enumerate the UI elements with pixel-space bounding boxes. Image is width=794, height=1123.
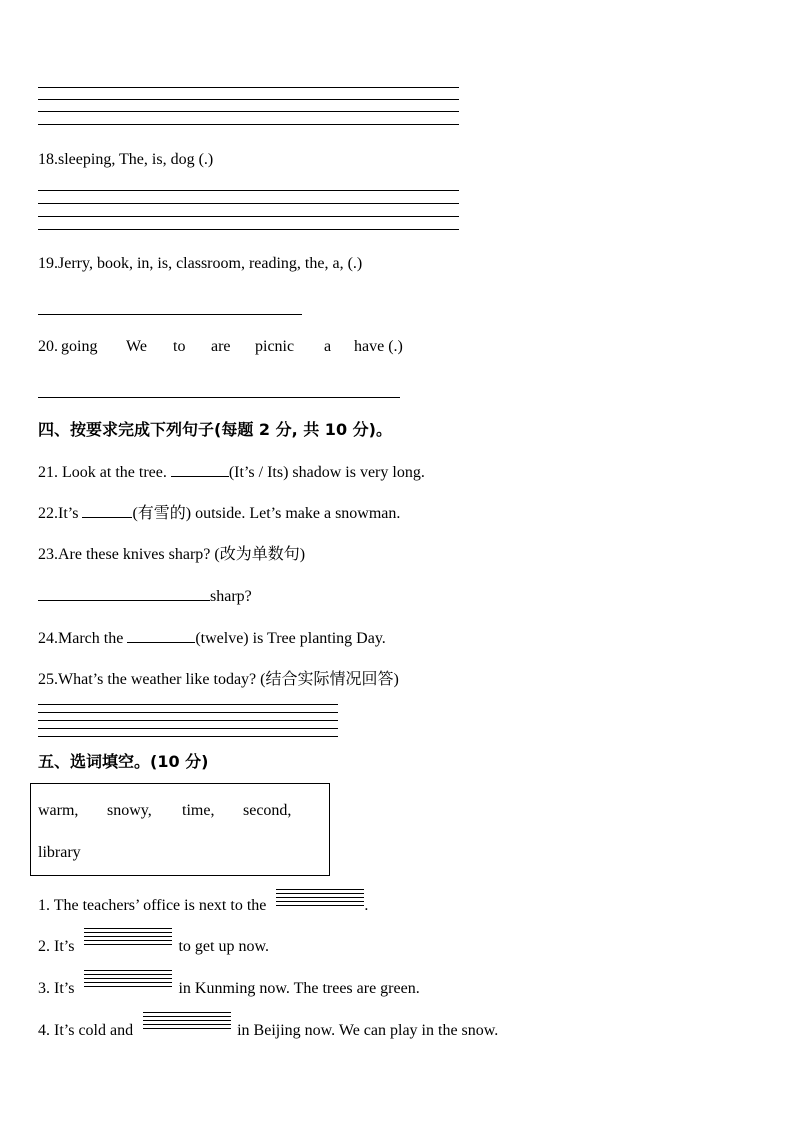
word-bank-item: second, (243, 802, 292, 819)
word-bank-item: snowy, (107, 802, 152, 819)
question-24: 24.March the (twelve) is Tree planting Day. (38, 630, 386, 647)
question-number: 20. (38, 338, 58, 355)
answer-line-q19 (38, 314, 302, 315)
answer-line (38, 99, 459, 100)
fill-blank[interactable] (171, 462, 229, 477)
word: a (324, 338, 332, 355)
fill-blank[interactable] (127, 628, 195, 643)
answer-line (38, 124, 459, 125)
answer-line (38, 111, 459, 112)
answer-line (38, 87, 459, 88)
fill-blank[interactable] (84, 975, 172, 995)
answer-line (38, 190, 459, 191)
answer-line (38, 216, 459, 217)
section-5-heading: 五、选词填空。(10 分) (38, 752, 209, 771)
answer-line-q20 (38, 397, 400, 398)
word-bank-item: warm, (38, 802, 79, 819)
question-25: 25.What’s the weather like today? (结合实际情况回答) (38, 671, 399, 688)
answer-line (38, 720, 338, 721)
question-18: 18.sleeping, The, is, dog (.) (38, 151, 214, 168)
fill-item-1: 1. The teachers’ office is next to the . (38, 892, 368, 916)
word: going (61, 338, 98, 355)
answer-line (38, 229, 459, 230)
fill-item-2: 2. It’s to get up now. (38, 933, 269, 957)
answer-line (38, 712, 338, 713)
question-20 (38, 337, 418, 357)
fill-blank[interactable] (143, 1017, 231, 1037)
fill-blank[interactable] (82, 503, 132, 518)
question-22: 22.It’s (有雪的) outside. Let’s make a snowman. (38, 505, 401, 522)
fill-blank[interactable] (84, 933, 172, 953)
word: are (211, 338, 231, 355)
word: have (.) (354, 338, 403, 355)
fill-item-3: 3. It’s in Kunming now. The trees are green. (38, 975, 420, 999)
question-19: 19.Jerry, book, in, is, classroom, reading, the, a, (.) (38, 255, 363, 272)
answer-line (38, 704, 338, 705)
fill-item-4: 4. It’s cold and in Beijing now. We can play in the snow. (38, 1017, 498, 1041)
answer-line (38, 728, 338, 729)
question-21: 21. Look at the tree. (It’s / Its) shadow is very long. (38, 464, 425, 481)
question-23: 23.Are these knives sharp? (改为单数句) (38, 546, 306, 563)
answer-line (38, 203, 459, 204)
word-bank-item: library (38, 844, 81, 861)
word: picnic (255, 338, 295, 355)
word: We (126, 338, 147, 355)
answer-line (38, 736, 338, 737)
fill-blank[interactable] (276, 892, 364, 912)
word: to (173, 338, 186, 355)
word-bank-item: time, (182, 802, 215, 819)
fill-blank[interactable] (38, 586, 210, 601)
section-4-heading: 四、按要求完成下列句子(每题 2 分, 共 10 分)。 (38, 420, 392, 439)
word-bank-box (30, 783, 330, 876)
question-23-answer: sharp? (38, 586, 252, 607)
